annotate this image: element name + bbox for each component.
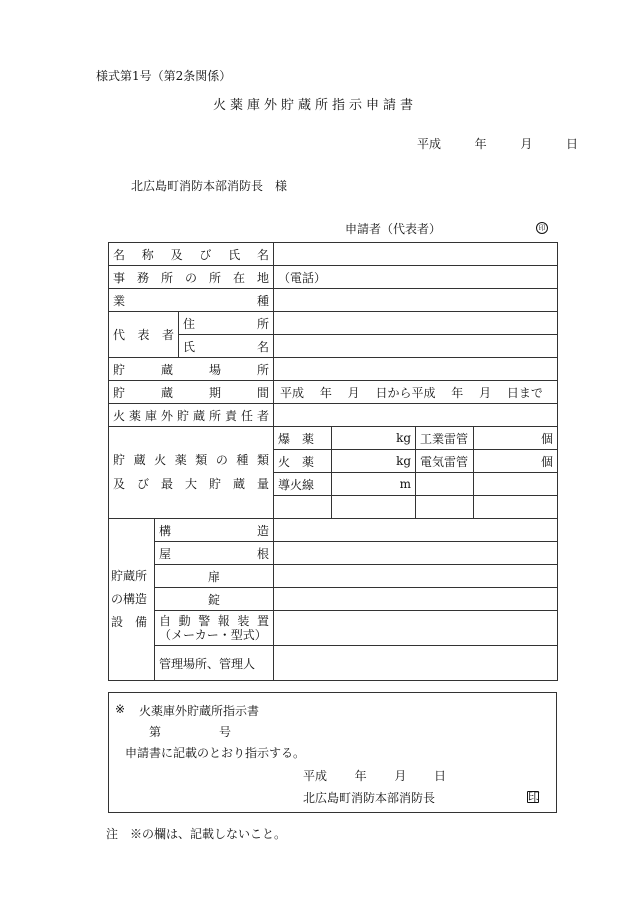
structure-label-3: 設 備 [111,615,148,629]
structure-label-kozo: 構造 [155,519,274,542]
item-unit-2[interactable]: 個 [474,427,558,450]
item-name-2[interactable] [416,496,474,519]
office-address-label: 事務所の所在地 [109,266,274,289]
structure-label-1: 貯蔵所 [111,569,148,583]
office-address-field[interactable]: （電話） [274,266,558,289]
applicant-label: 申請者（代表者） [345,222,442,236]
number-prefix: 第 [149,725,162,739]
item-name[interactable] [274,496,332,519]
explosive-type-label [109,427,274,519]
alarm-label [155,611,274,646]
alarm-field[interactable] [274,611,558,646]
item-unit-2[interactable] [474,473,558,496]
structure-field[interactable] [274,519,558,542]
admin-label: 管理場所、管理人 [155,646,274,681]
date-era: 平成 [303,769,328,783]
manager-label: 火薬庫外貯蔵所責任者 [109,404,274,427]
roof-field[interactable] [274,542,558,565]
item-unit[interactable]: kg [332,450,416,473]
item-unit[interactable] [332,496,416,519]
admin-field[interactable] [274,646,558,681]
date-year: 年 [474,137,487,151]
office-use-box [108,692,557,813]
item-name: 火 薬 [274,450,332,473]
storage-place-label: 貯蔵場所 [109,358,274,381]
manager-field[interactable] [274,404,558,427]
date-era: 平成 [417,137,442,151]
door-field[interactable] [274,565,558,588]
footnote: 注 ※の欄は、記載しないこと。 [106,827,287,841]
door-label: 扉 [155,565,274,588]
application-table [108,242,558,681]
instruction-date [303,767,446,784]
date-day: 日 [434,769,447,783]
document-title: 火薬庫外貯蔵所指示申請書 [212,98,417,113]
instruction-statement: 申請書に記載のとおり指示する。 [125,746,306,760]
alarm-label-sub: （メーカー・型式） [159,628,267,642]
item-unit-2[interactable]: 個 [474,450,558,473]
storage-period-label: 貯蔵期間 [109,381,274,404]
instruction-doc-name: 火薬庫外貯蔵所指示書 [139,704,260,718]
representative-label: 代表者 [109,312,179,358]
item-unit[interactable]: m [332,473,416,496]
business-type-label: 業種 [109,289,274,312]
date-year: 年 [354,769,367,783]
date-day: 日 [566,137,579,151]
item-name: 爆 薬 [274,427,332,450]
rep-address-label: 住所 [179,312,274,335]
date-month: 月 [394,769,407,783]
lock-label: 錠 [155,588,274,611]
roof-label: 屋根 [155,542,274,565]
item-name: 導火線 [274,473,332,496]
lock-field[interactable] [274,588,558,611]
office-mark: ※ [115,702,126,716]
rep-address-field[interactable] [274,312,558,335]
seal-icon: 印 [536,222,548,234]
structure-label [109,519,155,681]
number-suffix: 号 [219,725,232,739]
storage-period-field[interactable]: 平成 年 月 日から平成 年 月 日まで [274,381,558,404]
name-label: 名称及び氏名 [109,243,274,266]
addressee: 北広島町消防本部消防長 様 [131,179,288,193]
explosive-type-label-1: 貯蔵火薬類の種類 [113,453,270,467]
name-field[interactable] [274,243,558,266]
structure-label-2: の構造 [111,592,148,606]
rep-name-field[interactable] [274,335,558,358]
item-name-2: 電気雷管 [416,450,474,473]
item-unit-2[interactable] [474,496,558,519]
storage-place-field[interactable] [274,358,558,381]
item-name-2: 工業雷管 [416,427,474,450]
date-month: 月 [520,137,533,151]
item-name-2[interactable] [416,473,474,496]
rep-name-label: 氏名 [179,335,274,358]
signer-name: 北広島町消防本部消防長 [303,791,436,805]
explosive-type-label-2: 及び最大貯蔵量 [113,477,270,491]
alarm-label-main: 自動警報装置 [159,614,270,628]
seal-icon: 印 [528,790,541,804]
form-number: 様式第1号（第2条関係） [96,69,232,83]
application-date [417,135,578,152]
business-type-field[interactable] [274,289,558,312]
item-unit[interactable]: kg [332,427,416,450]
